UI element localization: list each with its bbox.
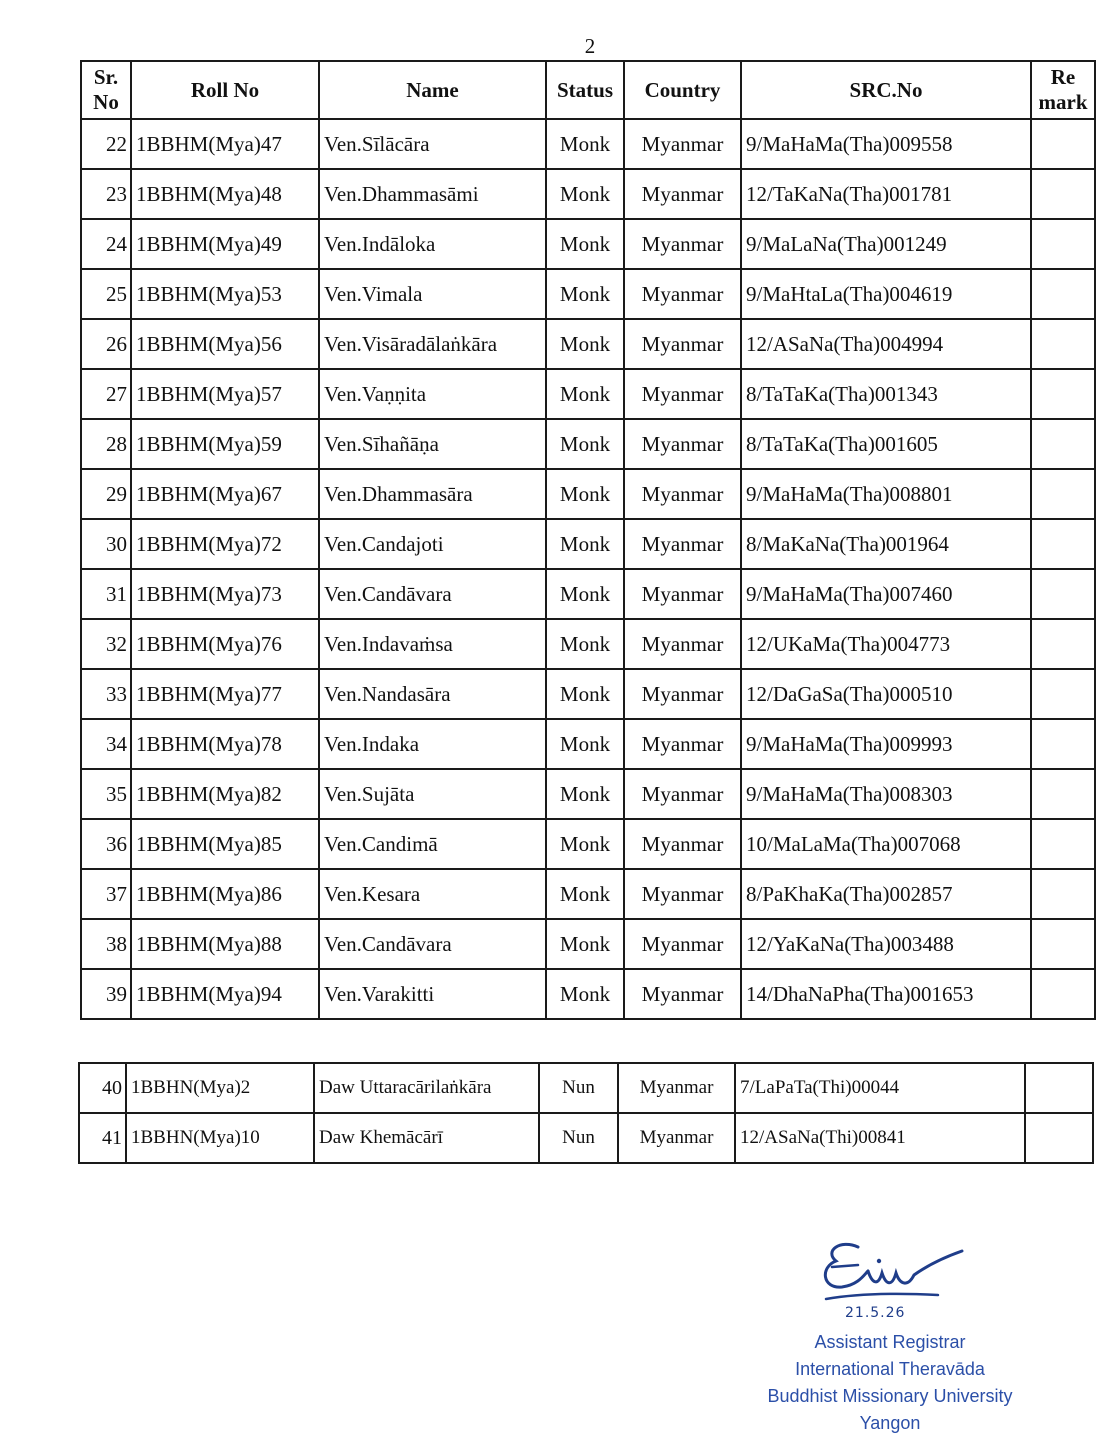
cell-name: Ven.Candāvara (319, 919, 546, 969)
cell-src-no: 9/MaHaMa(Tha)007460 (741, 569, 1031, 619)
signature-block (740, 1225, 1040, 1433)
cell-remark (1031, 919, 1095, 969)
cell-status: Nun (539, 1063, 618, 1113)
table-row (79, 1063, 1093, 1113)
cell-country: Myanmar (624, 819, 741, 869)
cell-status: Monk (546, 619, 624, 669)
cell-src-no: 14/DhaNaPha(Tha)001653 (741, 969, 1031, 1019)
cell-src-no: 8/TaTaKa(Tha)001343 (741, 369, 1031, 419)
header-status: Status (546, 61, 624, 119)
cell-src-no: 12/UKaMa(Tha)004773 (741, 619, 1031, 669)
cell-sr-no: 36 (81, 819, 131, 869)
cell-sr-no: 38 (81, 919, 131, 969)
table-row (81, 769, 1095, 819)
cell-name: Ven.Indavaṁsa (319, 619, 546, 669)
cell-country: Myanmar (624, 919, 741, 969)
cell-country: Myanmar (624, 969, 741, 1019)
cell-remark (1031, 219, 1095, 269)
cell-src-no: 10/MaLaMa(Tha)007068 (741, 819, 1031, 869)
cell-name: Ven.Vimala (319, 269, 546, 319)
cell-country: Myanmar (624, 219, 741, 269)
table-row (81, 469, 1095, 519)
cell-remark (1031, 669, 1095, 719)
cell-country: Myanmar (624, 619, 741, 669)
cell-roll-no: 1BBHM(Mya)73 (131, 569, 319, 619)
cell-remark (1031, 469, 1095, 519)
header-remark: Re mark (1031, 61, 1095, 119)
cell-sr-no: 30 (81, 519, 131, 569)
cell-name: Ven.Varakitti (319, 969, 546, 1019)
cell-sr-no: 28 (81, 419, 131, 469)
cell-remark (1031, 819, 1095, 869)
cell-status: Monk (546, 869, 624, 919)
table-row (81, 269, 1095, 319)
cell-roll-no: 1BBHM(Mya)56 (131, 319, 319, 369)
cell-roll-no: 1BBHN(Mya)2 (126, 1063, 314, 1113)
cell-sr-no: 34 (81, 719, 131, 769)
cell-roll-no: 1BBHM(Mya)49 (131, 219, 319, 269)
header-country: Country (624, 61, 741, 119)
table-row (79, 1113, 1093, 1163)
cell-status: Monk (546, 769, 624, 819)
cell-sr-no: 41 (79, 1113, 126, 1163)
signature-line: Buddhist Missionary University (767, 1386, 1013, 1406)
header-src-no: SRC.No (741, 61, 1031, 119)
cell-remark (1031, 869, 1095, 919)
cell-src-no: 12/DaGaSa(Tha)000510 (741, 669, 1031, 719)
cell-remark (1031, 969, 1095, 1019)
cell-country: Myanmar (624, 519, 741, 569)
cell-country: Myanmar (624, 269, 741, 319)
cell-roll-no: 1BBHM(Mya)77 (131, 669, 319, 719)
cell-name: Ven.Sīhañāṇa (319, 419, 546, 469)
cell-status: Monk (546, 819, 624, 869)
cell-name: Daw Khemācārī (314, 1113, 539, 1163)
cell-src-no: 7/LaPaTa(Thi)00044 (735, 1063, 1025, 1113)
cell-remark (1025, 1063, 1093, 1113)
cell-status: Nun (539, 1113, 618, 1163)
table-row (81, 669, 1095, 719)
table-row (81, 119, 1095, 169)
cell-remark (1031, 269, 1095, 319)
cell-roll-no: 1BBHM(Mya)86 (131, 869, 319, 919)
cell-roll-no: 1BBHM(Mya)94 (131, 969, 319, 1019)
table-header-row (81, 61, 1095, 119)
cell-roll-no: 1BBHM(Mya)47 (131, 119, 319, 169)
signature-line: Yangon (859, 1413, 921, 1433)
cell-sr-no: 37 (81, 869, 131, 919)
cell-sr-no: 23 (81, 169, 131, 219)
cell-country: Myanmar (624, 119, 741, 169)
cell-remark (1025, 1113, 1093, 1163)
monk-table (80, 60, 1096, 1020)
table-row (81, 519, 1095, 569)
cell-sr-no: 35 (81, 769, 131, 819)
cell-roll-no: 1BBHM(Mya)67 (131, 469, 319, 519)
cell-remark (1031, 719, 1095, 769)
table-row (81, 169, 1095, 219)
cell-country: Myanmar (624, 569, 741, 619)
cell-sr-no: 25 (81, 269, 131, 319)
cell-roll-no: 1BBHM(Mya)59 (131, 419, 319, 469)
cell-country: Myanmar (624, 469, 741, 519)
cell-sr-no: 26 (81, 319, 131, 369)
cell-src-no: 9/MaLaNa(Tha)001249 (741, 219, 1031, 269)
cell-sr-no: 32 (81, 619, 131, 669)
cell-roll-no: 1BBHM(Mya)48 (131, 169, 319, 219)
table-row (81, 869, 1095, 919)
cell-country: Myanmar (618, 1063, 735, 1113)
cell-src-no: 12/ASaNa(Thi)00841 (735, 1113, 1025, 1163)
cell-remark (1031, 519, 1095, 569)
cell-remark (1031, 569, 1095, 619)
cell-remark (1031, 169, 1095, 219)
cell-country: Myanmar (624, 669, 741, 719)
cell-country: Myanmar (624, 369, 741, 419)
cell-status: Monk (546, 919, 624, 969)
cell-sr-no: 29 (81, 469, 131, 519)
cell-status: Monk (546, 369, 624, 419)
nun-table (78, 1062, 1094, 1164)
cell-name: Ven.Indaka (319, 719, 546, 769)
cell-remark (1031, 369, 1095, 419)
cell-country: Myanmar (624, 419, 741, 469)
table-row (81, 619, 1095, 669)
cell-src-no: 9/MaHtaLa(Tha)004619 (741, 269, 1031, 319)
cell-src-no: 9/MaHaMa(Tha)008303 (741, 769, 1031, 819)
cell-remark (1031, 119, 1095, 169)
cell-status: Monk (546, 269, 624, 319)
cell-src-no: 8/PaKhaKa(Tha)002857 (741, 869, 1031, 919)
cell-name: Ven.Kesara (319, 869, 546, 919)
cell-sr-no: 31 (81, 569, 131, 619)
cell-name: Daw Uttaracārilaṅkāra (314, 1063, 539, 1113)
cell-name: Ven.Candajoti (319, 519, 546, 569)
cell-status: Monk (546, 569, 624, 619)
cell-src-no: 12/ASaNa(Tha)004994 (741, 319, 1031, 369)
cell-roll-no: 1BBHM(Mya)76 (131, 619, 319, 669)
cell-remark (1031, 419, 1095, 469)
cell-roll-no: 1BBHM(Mya)53 (131, 269, 319, 319)
cell-name: Ven.Candimā (319, 819, 546, 869)
cell-name: Ven.Visāradālaṅkāra (319, 319, 546, 369)
header-sr-no: Sr. No (81, 61, 131, 119)
signature-line: Assistant Registrar (814, 1332, 966, 1352)
cell-sr-no: 33 (81, 669, 131, 719)
cell-sr-no: 22 (81, 119, 131, 169)
table-row (81, 819, 1095, 869)
cell-status: Monk (546, 719, 624, 769)
cell-status: Monk (546, 969, 624, 1019)
signature-date: 21.5.26 (845, 1305, 906, 1321)
cell-country: Myanmar (624, 869, 741, 919)
cell-src-no: 8/MaKaNa(Tha)001964 (741, 519, 1031, 569)
cell-remark (1031, 769, 1095, 819)
cell-src-no: 9/MaHaMa(Tha)009993 (741, 719, 1031, 769)
cell-src-no: 8/TaTaKa(Tha)001605 (741, 419, 1031, 469)
cell-roll-no: 1BBHM(Mya)72 (131, 519, 319, 569)
table-row (81, 919, 1095, 969)
signature-line: International Theravāda (795, 1359, 985, 1379)
page-number: 2 (584, 34, 596, 58)
table-row (81, 219, 1095, 269)
cell-sr-no: 27 (81, 369, 131, 419)
table-row (81, 969, 1095, 1019)
cell-country: Myanmar (618, 1113, 735, 1163)
cell-name: Ven.Vaṇṇita (319, 369, 546, 419)
cell-roll-no: 1BBHM(Mya)78 (131, 719, 319, 769)
signature-caption (740, 1329, 1040, 1437)
cell-name: Ven.Indāloka (319, 219, 546, 269)
header-name: Name (319, 61, 546, 119)
cell-status: Monk (546, 469, 624, 519)
cell-sr-no: 40 (79, 1063, 126, 1113)
cell-roll-no: 1BBHN(Mya)10 (126, 1113, 314, 1163)
cell-roll-no: 1BBHM(Mya)57 (131, 369, 319, 419)
cell-src-no: 9/MaHaMa(Tha)009558 (741, 119, 1031, 169)
cell-name: Ven.Dhammasāra (319, 469, 546, 519)
cell-name: Ven.Sujāta (319, 769, 546, 819)
table-row (81, 569, 1095, 619)
cell-remark (1031, 319, 1095, 369)
table-row (81, 369, 1095, 419)
cell-name: Ven.Sīlācāra (319, 119, 546, 169)
cell-roll-no: 1BBHM(Mya)82 (131, 769, 319, 819)
cell-name: Ven.Nandasāra (319, 669, 546, 719)
cell-src-no: 12/TaKaNa(Tha)001781 (741, 169, 1031, 219)
cell-roll-no: 1BBHM(Mya)88 (131, 919, 319, 969)
cell-src-no: 9/MaHaMa(Tha)008801 (741, 469, 1031, 519)
cell-country: Myanmar (624, 769, 741, 819)
cell-country: Myanmar (624, 719, 741, 769)
cell-sr-no: 39 (81, 969, 131, 1019)
cell-status: Monk (546, 519, 624, 569)
cell-status: Monk (546, 319, 624, 369)
cell-country: Myanmar (624, 319, 741, 369)
cell-status: Monk (546, 669, 624, 719)
table-row (81, 719, 1095, 769)
cell-status: Monk (546, 169, 624, 219)
cell-sr-no: 24 (81, 219, 131, 269)
cell-roll-no: 1BBHM(Mya)85 (131, 819, 319, 869)
cell-remark (1031, 619, 1095, 669)
cell-country: Myanmar (624, 169, 741, 219)
cell-name: Ven.Candāvara (319, 569, 546, 619)
table-row (81, 319, 1095, 369)
cell-status: Monk (546, 119, 624, 169)
cell-name: Ven.Dhammasāmi (319, 169, 546, 219)
table-row (81, 419, 1095, 469)
cell-status: Monk (546, 419, 624, 469)
cell-status: Monk (546, 219, 624, 269)
cell-src-no: 12/YaKaNa(Tha)003488 (741, 919, 1031, 969)
header-roll-no: Roll No (131, 61, 319, 119)
